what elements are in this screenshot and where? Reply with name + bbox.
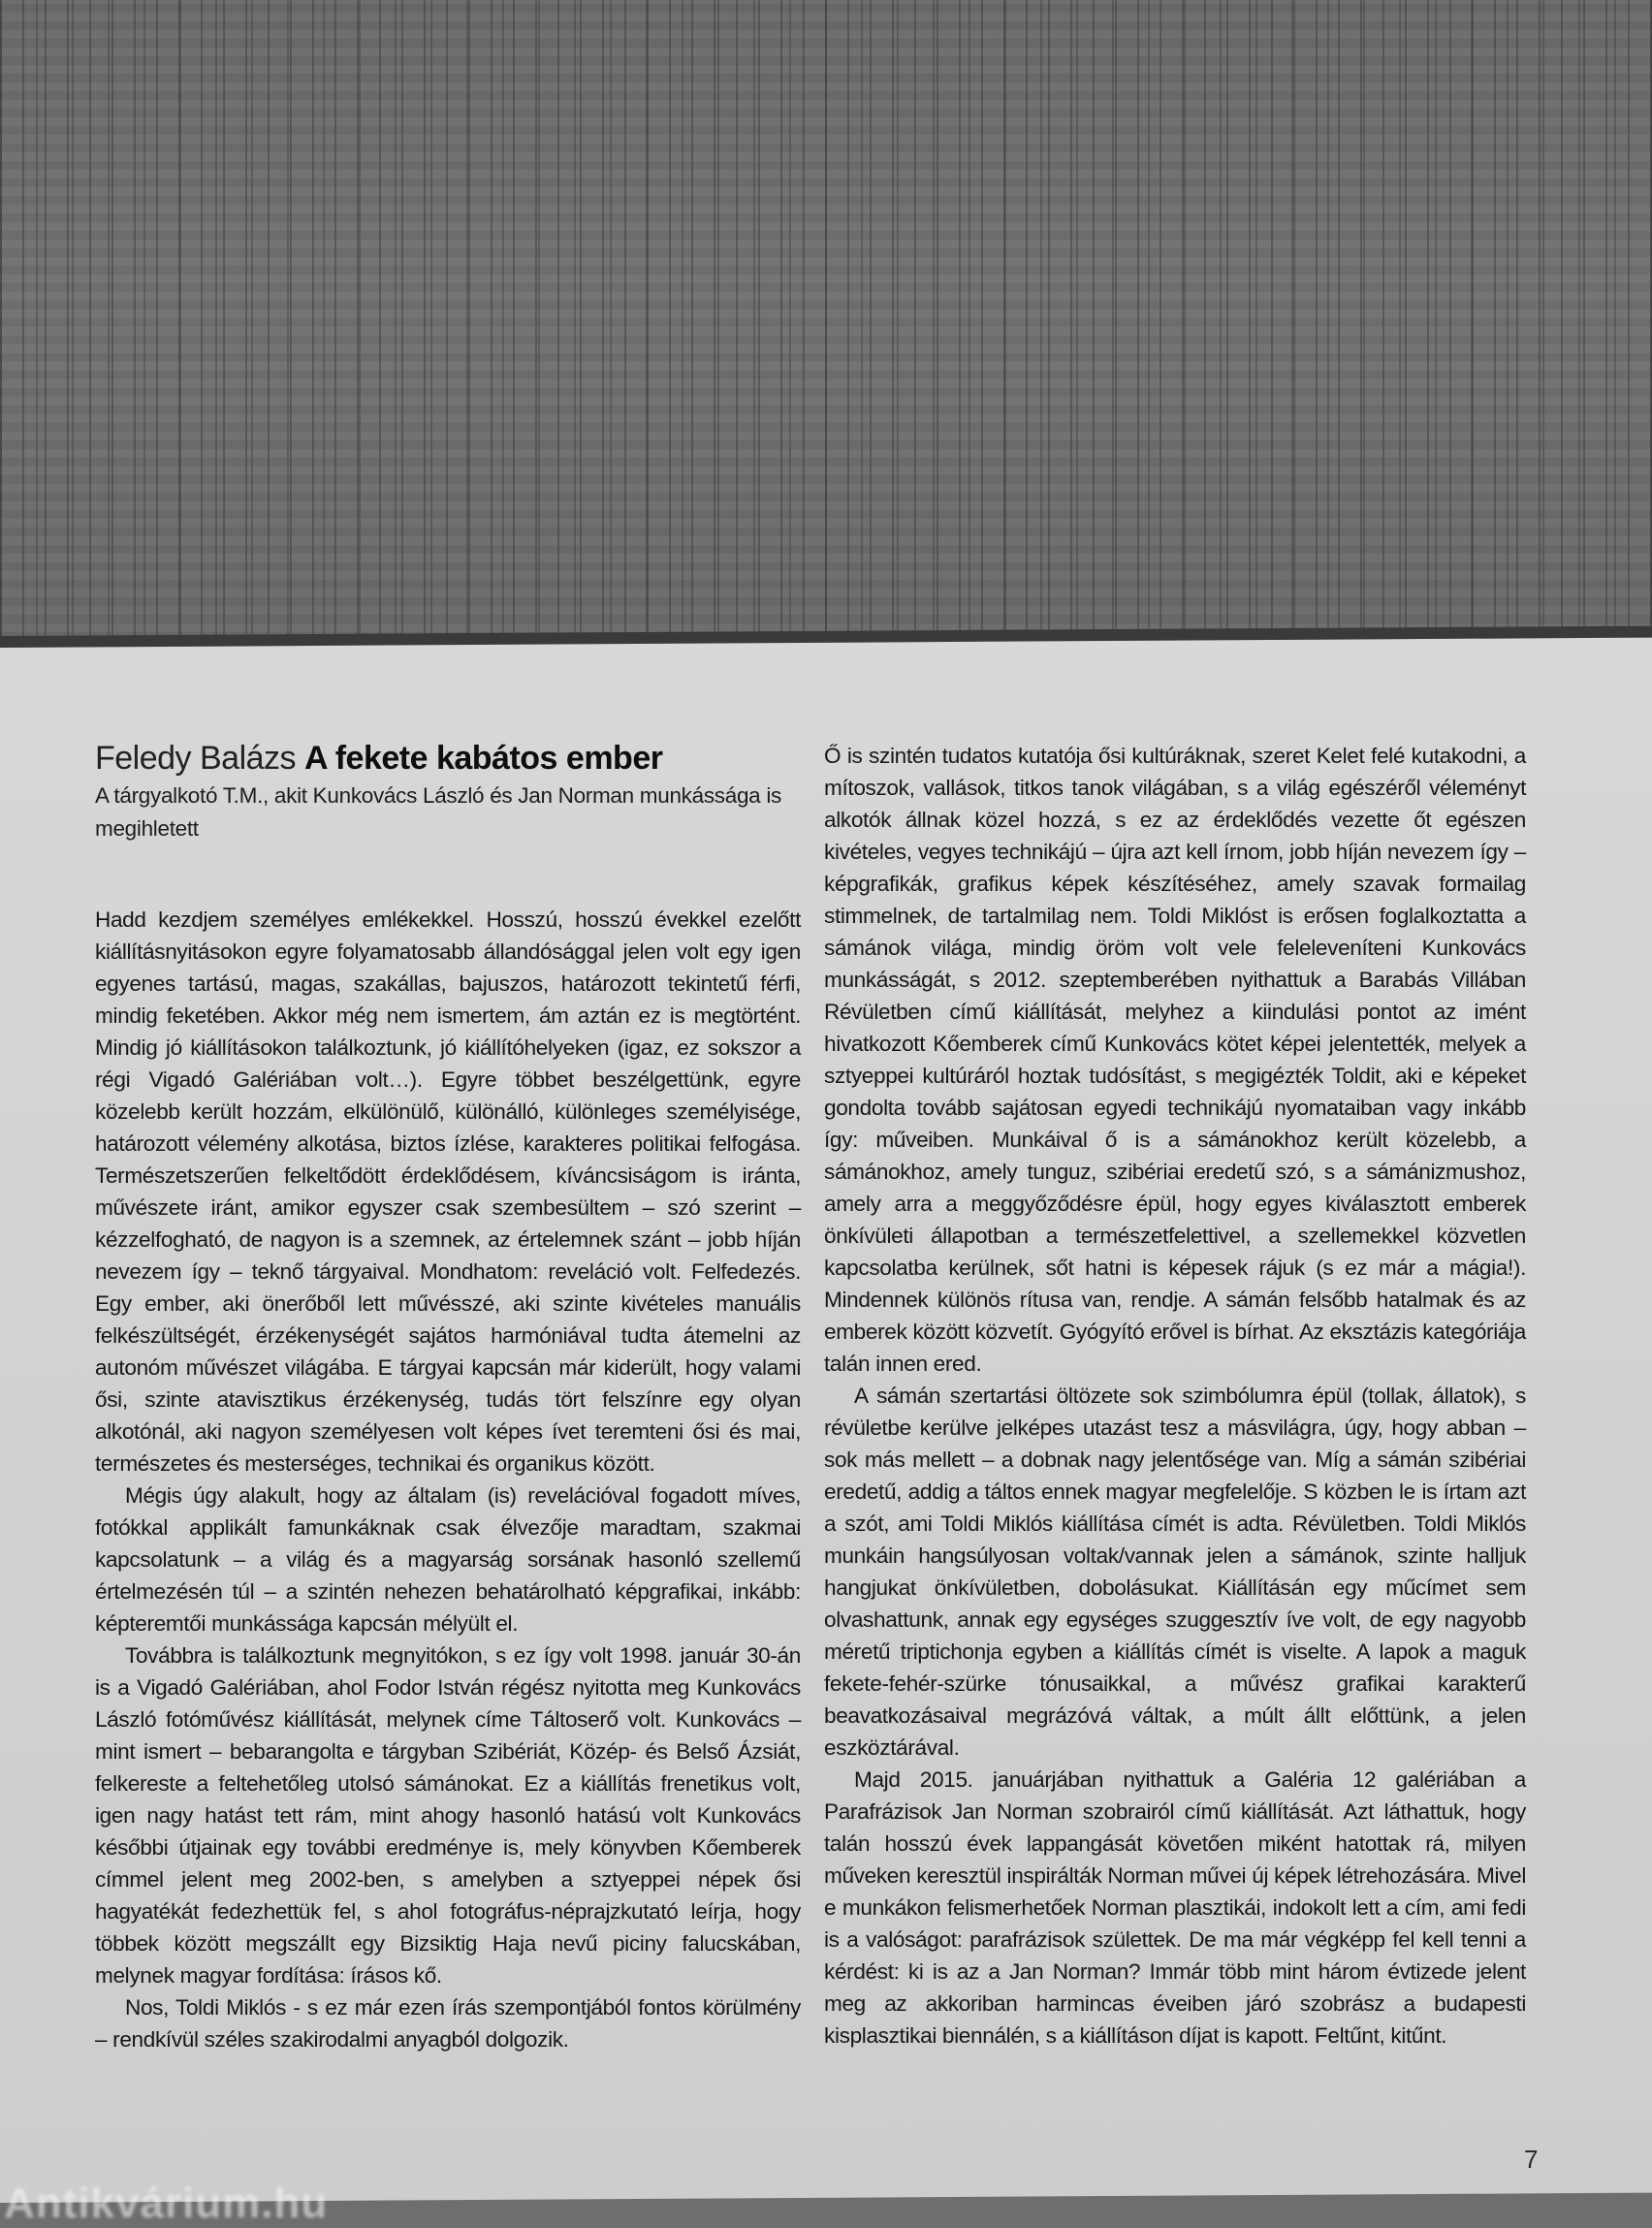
watermark: Antikvárium.hu xyxy=(4,2180,329,2227)
article-author: Feledy Balázs xyxy=(95,740,297,777)
paragraph: Ő is szintén tudatos kutatója ősi kultúráknak, szeret Kelet felé kutakodni, a mítoszok, vallások, titkos tanok világában, s a világ egészéről véleményt alkotók állnak közel hozzá, s ez az érdeklődés vezette őt egészen kivételes, vegyes technikájú – újra azt kell írnom, jobb híján nevezem így – képgrafikák, grafikus képek készítéséhez, amely szavak formailag stimmelnek, de tartalmilag nem. Toldi Miklóst is erősen foglalkoztatta a sámánok világa, mindig öröm volt vele feleleveníteni Kunkovács munkásságát, s 2012. szeptemberében nyithattuk a Barabás Villában Révületben című kiállítását, melyhez a kiindulási pontot az imént hivatkozott Kőemberek című Kunkovács kötet képei jelentették, melyek a sztyeppei kultúráról hoztak tudósítást, s megigézték Toldit, aki e képeket gondolta tovább sajátosan egyedi technikájú nyomataiban vagy inkább így: műveiben. Munkáival ő is a sámánokhoz került közelebb, a sámánokhoz, amely tunguz, szibériai eredetű szó, s a sámánizmushoz, amely arra a meggyőződésre épül, hogy egyes kiválasztott emberek önkívületi állapotban a természetfelettivel, a szellemekkel közvetlen kapcsolatba kerülnek, sőt hatni is képesek rájuk (s ez már a mágia!). Mindennek különös rítusa van, rendje. A sámán felsőbb hatalmak és az emberek között közvetít. Gyógyító erővel is bírhat. Az eksztázis kategóriája talán innen ered. xyxy=(824,744,1526,1376)
article-subtitle: A tárgyalkotó T.M., akit Kunkovács László és Jan Norman munkássága is megihletett xyxy=(95,783,781,841)
left-text-column xyxy=(95,904,801,2055)
textured-background xyxy=(0,0,1652,650)
article-header xyxy=(95,739,812,845)
paragraph: Hadd kezdjem személyes emlékekkel. Hosszú, hosszú évekkel ezelőtt kiállításnyitásokon egyre folyamatosabb állandósággal jelen volt egy igen egyenes tartású, magas, szakállas, bajuszos, határozott tekintetű férfi, mindig feketében. Akkor még nem ismertem, ám aztán ez is megtörtént. Mindig jó kiállításokon találkoztunk, jó kiállítóhelyeken (igaz, ez sokszor a régi Vigadó Galériában volt…). Egyre többet beszélgettünk, egyre közelebb került hozzám, elkülönülő, különálló, különleges személyisége, határozott vélemény alkotása, biztos ízlése, karakteres politikai felfogása. Természetszerűen felkeltődött érdeklődésem, kíváncsiságom is iránta, művészete iránt, amikor egyszer csak szembesültem – szó szerint – kézzelfogható, de nagyon is a szemnek, az értelemnek szánt – jobb híján nevezem így – teknő tárgyaival. Mondhatom: reveláció volt. Felfedezés. Egy ember, aki önerőből lett művésszé, aki szinte kivételes manuális felkészültségét, érzékenységét sajátos harmóniával tudta átemelni az autonóm művészet világába. E tárgyai kapcsán már kiderült, hogy valami ősi, szinte atavisztikus érzékenység, tudás tört felszínre egy olyan alkotónál, aki nagyon személyesen volt képes ívet teremteni ősi és mai, természetes és mesterséges, technikai és organikus között. xyxy=(95,907,801,1476)
article-title: A fekete kabátos ember xyxy=(304,740,663,777)
paragraph: Mégis úgy alakult, hogy az általam (is) revelációval fogadott míves, fotókkal applikált famunkáknak csak élvezője maradtam, szakmai kapcsolatunk – a világ és a magyarság sorsának hasonló szellemű értelmezésén túl – a szintén nehezen behatárolható képgrafikai, inkább: képteremtői munkássága kapcsán mélyült el. xyxy=(95,1483,801,1636)
page-number: 7 xyxy=(1524,2145,1539,2174)
paragraph: Nos, Toldi Miklós - s ez már ezen írás szempontjából fontos körülmény – rendkívül széles szakirodalmi anyagból dolgozik. xyxy=(95,1995,801,2052)
paragraph: A sámán szertartási öltözete sok szimbólumra épül (tollak, állatok), s révületbe kerülve jelképes utazást tesz a másvilágra, úgy, hogy abban – sok más mellett – a dobnak nagy jelentősége van. Míg a sámán szibériai eredetű, addig a táltos ennek magyar megfelelője. S közben le is írtam azt a szót, ami Toldi Miklós kiállítása címét is adta. Révületben. Toldi Miklós munkáin hangsúlyosan voltak/vannak jelen a sámánok, szinte halljuk hangjukat önkívületben, dobolásukat. Kiállításán egy műcímet sem olvashattunk, annak egy egységes szuggesztív íve volt, de egy nagyobb méretű triptichonja egyben a kiállítás címét is viselte. A lapok a maguk fekete-fehér-szürke tónusaikkal, a művész grafikai karakterű beavatkozásaival megrázóvá váltak, a múlt állt előttünk, a jelen eszköztárával. xyxy=(824,1384,1526,1760)
paragraph: Majd 2015. januárjában nyithattuk a Galéria 12 galériában a Parafrázisok Jan Norman szobrairól című kiállítását. Azt láthattuk, hogy talán hosszú évek lappangását követően miként hatottak rá, milyen műveken keresztül inspirálták Norman művei új képek létrehozására. Mivel e munkákon felismerhetőek Norman plasztikái, indokolt lett a cím, ami fedi is a valóságot: parafrázisok születtek. De ma már végképp fel kell tenni a kérdést: ki is az a Jan Norman? Immár több mint három évtizede jelent meg az akkoriban harmincas éveiben járó szobrász a budapesti kisplasztikai biennálén, s a kiállításon díjat is kapott. Feltűnt, kitűnt. xyxy=(824,1767,1526,2048)
article-title-line xyxy=(95,739,812,778)
paragraph: Továbbra is találkoztunk megnyitókon, s ez így volt 1998. január 30-án is a Vigadó Galériában, ahol Fodor István régész nyitotta meg Kunkovács László fotóművész kiállítását, melynek címe Táltoserő volt. Kunkovács – mint ismert – bebarangolta e tárgyban Szibériát, Közép- és Belső Ázsiát, felkereste a feltehetőleg utolsó sámánokat. Ez a kiállítás frenetikus volt, igen nagy hatást tett rám, mint ahogy hasonló hatású volt Kunkovács későbbi útjainak egy további eredménye is, mely könyvben Kőemberek címmel jelent meg 2002-ben, s amelyben a sztyeppei népek ősi hagyatékát fedezhettük fel, s ahol fotográfus-néprajzkutató leírja, hogy többek között megszállt egy Bizsiktig Haja nevű piciny falucskában, melynek magyar fordítása: írásos kő. xyxy=(95,1643,801,1988)
right-text-column xyxy=(824,740,1526,2052)
